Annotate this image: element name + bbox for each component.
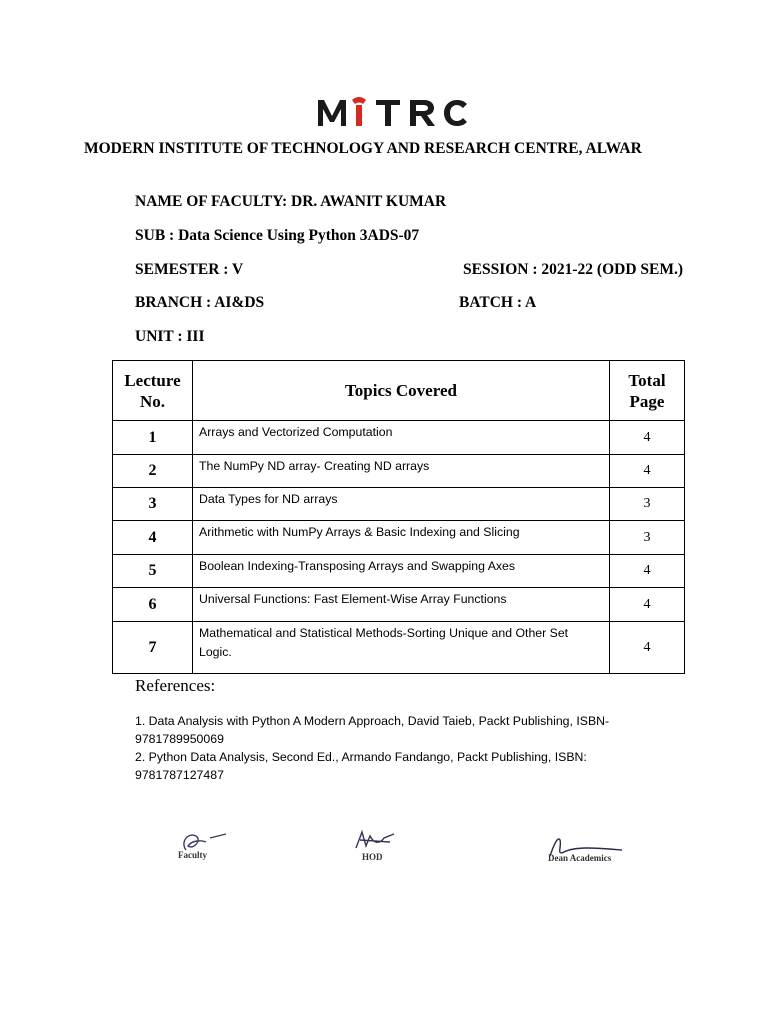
- lecture-no: 1: [113, 421, 193, 455]
- unit: UNIT : III: [135, 328, 205, 345]
- topic: Universal Functions: Fast Element-Wise Array Functions: [193, 588, 610, 622]
- table-row: [113, 622, 685, 674]
- total-pages: 3: [610, 488, 685, 521]
- lecture-no: 6: [113, 588, 193, 622]
- table-header-row: [113, 361, 685, 421]
- lecture-table: [112, 360, 685, 674]
- lecture-no: 2: [113, 455, 193, 488]
- table-row: [113, 588, 685, 622]
- topic: Arithmetic with NumPy Arrays & Basic Indexing and Slicing: [193, 521, 610, 555]
- lecture-no: 5: [113, 555, 193, 588]
- subject: SUB : Data Science Using Python 3ADS-07: [135, 227, 420, 244]
- semester: SEMESTER : V: [135, 261, 244, 278]
- total-pages: 4: [610, 622, 685, 674]
- session: SESSION : 2021-22 (ODD SEM.): [463, 261, 684, 278]
- dean-label: Dean Academics: [548, 853, 612, 863]
- table-row: [113, 488, 685, 521]
- lecture-no: 3: [113, 488, 193, 521]
- faculty-label: Faculty: [178, 850, 207, 860]
- batch: BATCH : A: [459, 294, 537, 311]
- total-pages: 3: [610, 521, 685, 555]
- table-row: [113, 555, 685, 588]
- lecture-no: 4: [113, 521, 193, 555]
- institute-name: MODERN INSTITUTE OF TECHNOLOGY AND RESEARCH CENTRE, ALWAR: [84, 140, 642, 157]
- header-lecture-no: Lecture No.: [113, 361, 193, 421]
- topic: Data Types for ND arrays: [193, 488, 610, 521]
- table-row: [113, 421, 685, 455]
- topic: Boolean Indexing-Transposing Arrays and Swapping Axes: [193, 555, 610, 588]
- references-title: References:: [135, 676, 216, 695]
- branch: BRANCH : AI&DS: [135, 294, 265, 311]
- reference-item: 2. Python Data Analysis, Second Ed., Armando Fandango, Packt Publishing, ISBN: 9781787127487: [135, 750, 587, 782]
- total-pages: 4: [610, 421, 685, 455]
- institute-logo: [316, 92, 488, 132]
- faculty-name: NAME OF FACULTY: DR. AWANIT KUMAR: [135, 193, 447, 210]
- lecture-no: 7: [113, 622, 193, 674]
- topic: Arrays and Vectorized Computation: [193, 421, 610, 455]
- table-row: [113, 521, 685, 555]
- header-topics-covered: Topics Covered: [193, 361, 610, 421]
- topic: Mathematical and Statistical Methods-Sorting Unique and Other Set Logic.: [193, 622, 610, 674]
- total-pages: 4: [610, 455, 685, 488]
- total-pages: 4: [610, 555, 685, 588]
- reference-item: 1. Data Analysis with Python A Modern Approach, David Taieb, Packt Publishing, ISBN-9781789950069: [135, 714, 610, 746]
- topic: The NumPy ND array- Creating ND arrays: [193, 455, 610, 488]
- total-pages: 4: [610, 588, 685, 622]
- header-total-page: Total Page: [610, 361, 685, 421]
- hod-label: HOD: [362, 852, 383, 862]
- table-row: [113, 455, 685, 488]
